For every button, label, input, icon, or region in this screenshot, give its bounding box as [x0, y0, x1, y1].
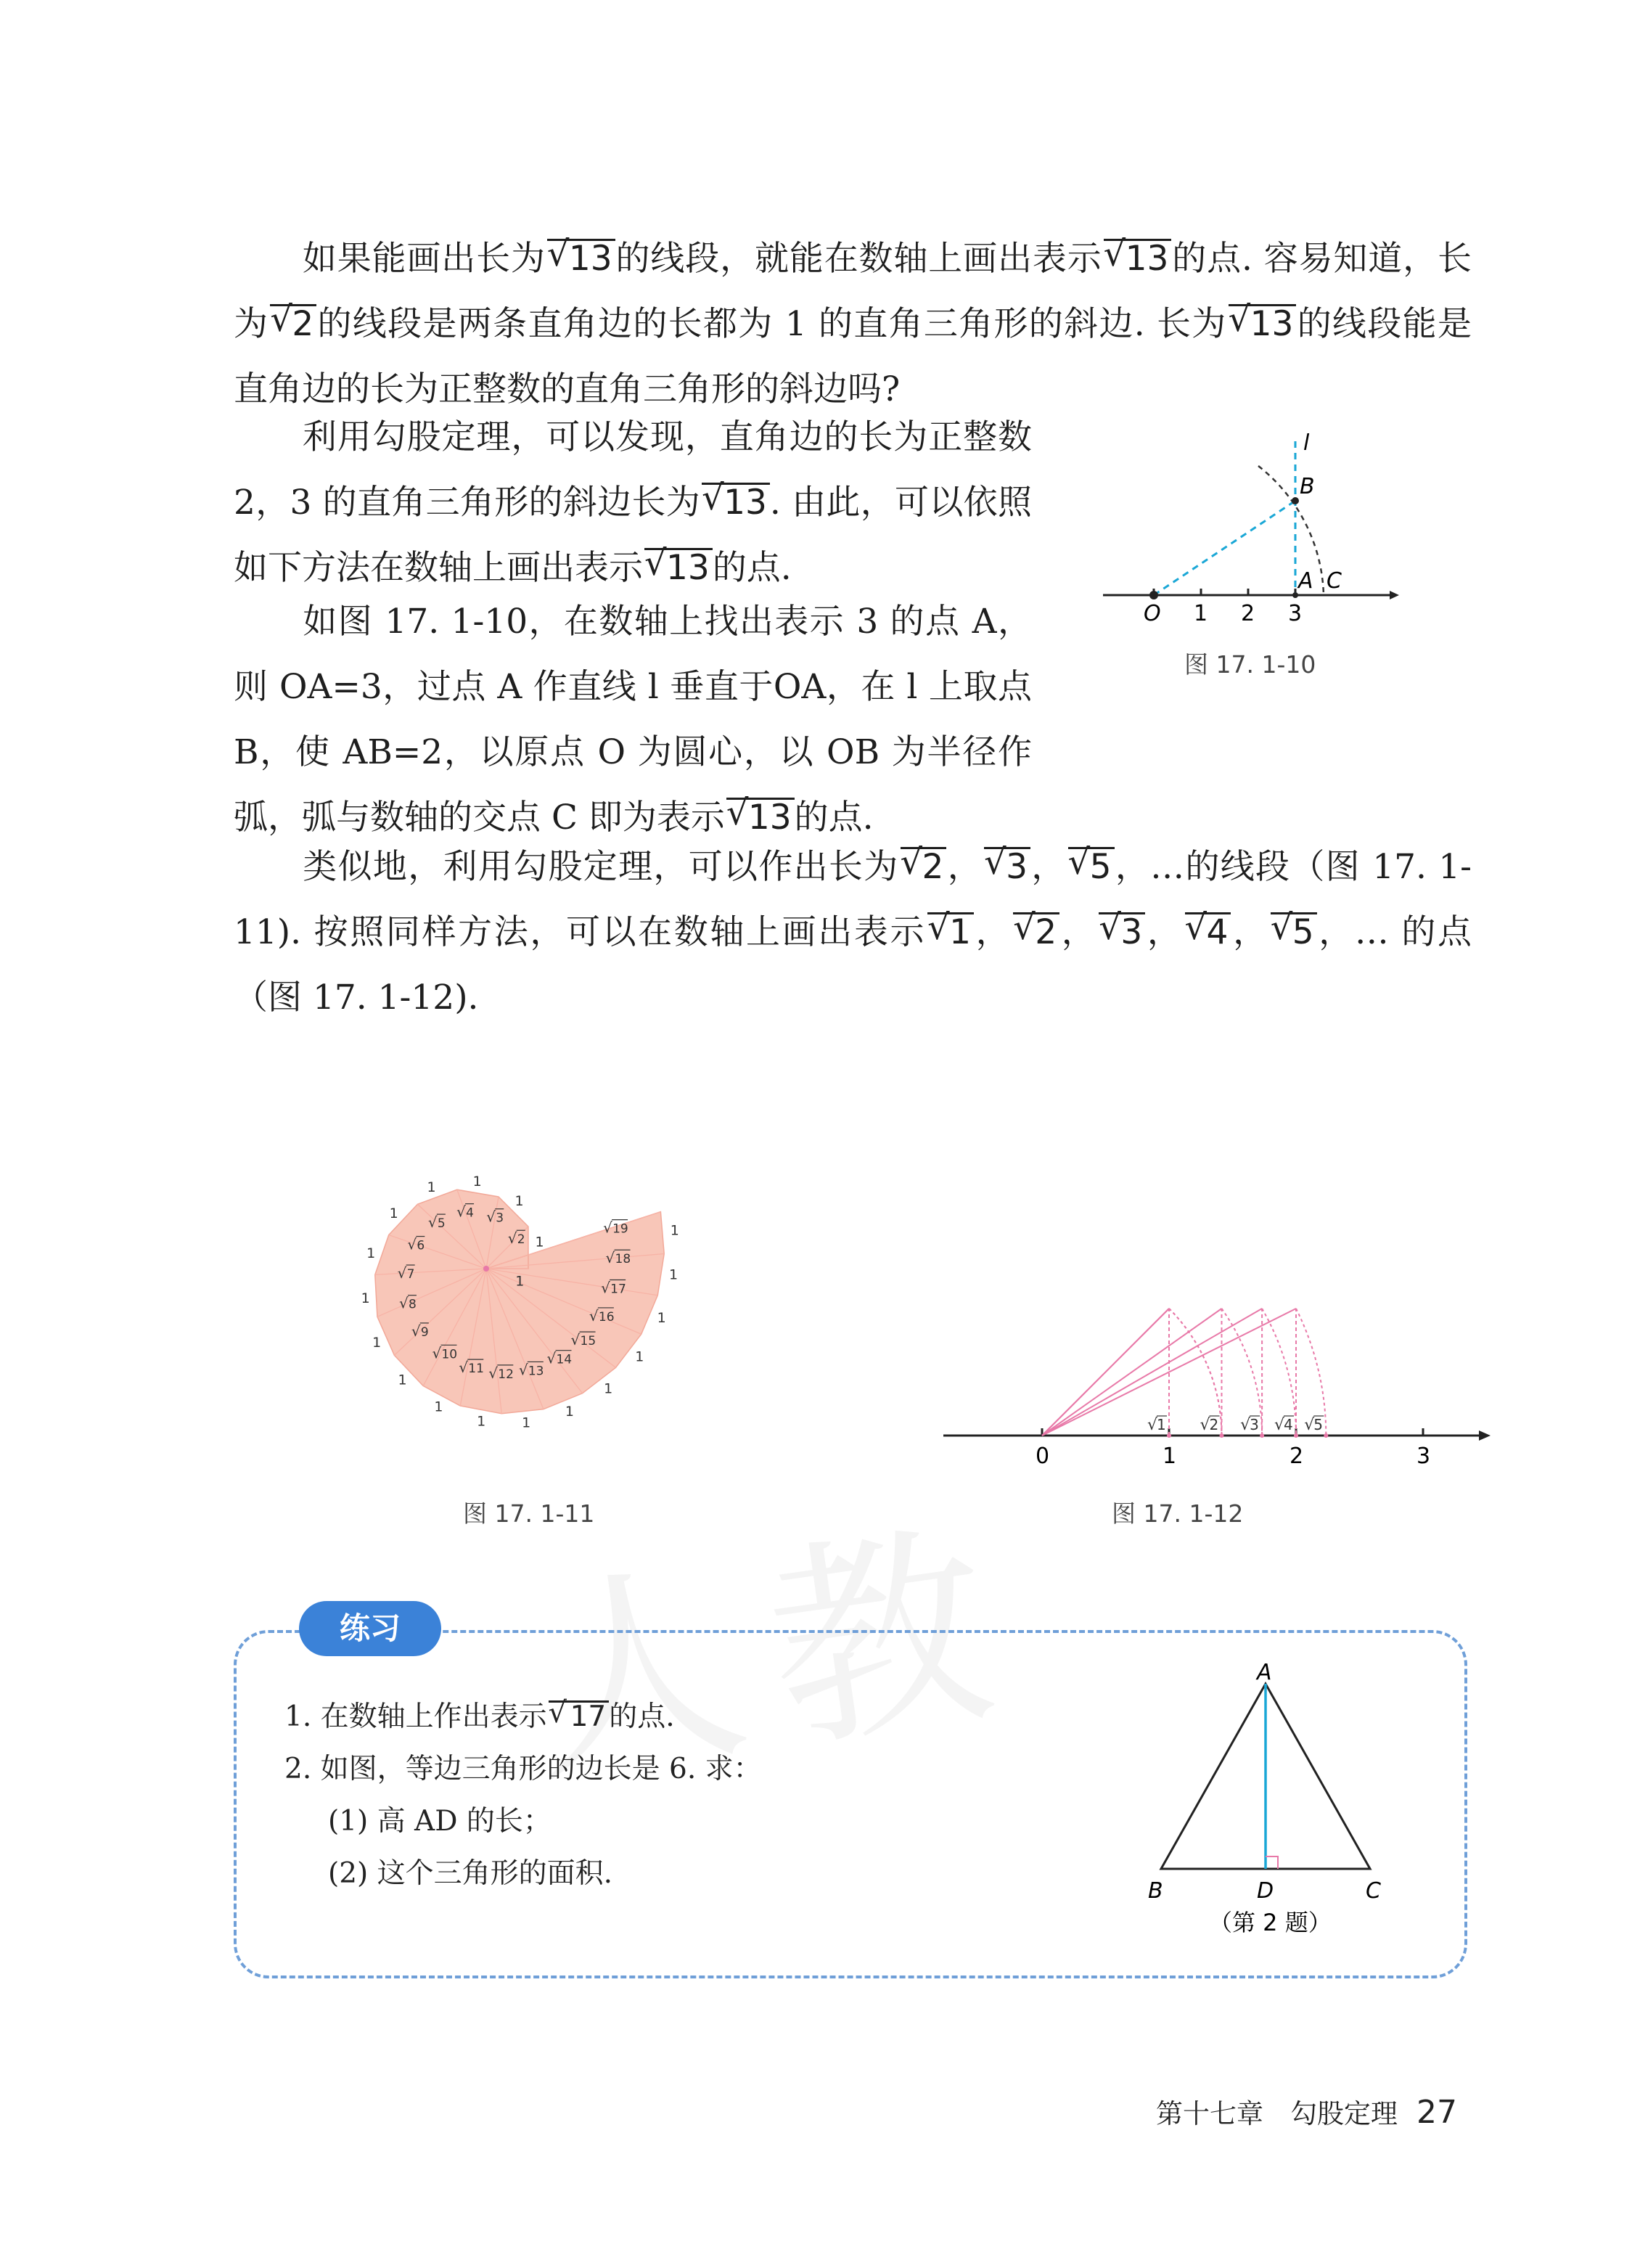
figure-17-1-10: [1088, 428, 1401, 631]
spiral-root-label: [571, 1331, 596, 1348]
svg-text:√: √: [546, 1349, 557, 1367]
spiral-root-label: [508, 1229, 525, 1247]
spiral-root-label: [546, 1350, 572, 1367]
spiral-root-label: [601, 1279, 626, 1296]
svg-text:√: √: [432, 1344, 442, 1362]
svg-text:√: √: [570, 1331, 581, 1349]
spiral-root-label: [606, 1249, 631, 1266]
svg-text:3: 3: [1250, 1416, 1259, 1433]
tick-label-2: 2: [1241, 601, 1255, 626]
svg-text:13: 13: [528, 1364, 544, 1379]
page-footer: [1156, 2092, 1457, 2131]
tick-label-3: 3: [1288, 601, 1303, 626]
root-point-label: [1304, 1416, 1324, 1434]
tick-label: 0: [1036, 1444, 1050, 1469]
svg-text:9: 9: [420, 1325, 429, 1340]
exercise-q2: 2. 如图，等边三角形的边长是 6. 求：: [284, 1753, 762, 1785]
svg-text:1: 1: [1157, 1416, 1166, 1433]
caption-fig-17-1-10: 图 17. 1-10: [1184, 650, 1316, 679]
svg-text:√: √: [411, 1322, 421, 1340]
svg-text:19: 19: [612, 1221, 628, 1237]
svg-text:5: 5: [437, 1216, 446, 1232]
spiral-root-label: [407, 1236, 425, 1253]
spiral-unit-label: 1: [398, 1372, 407, 1388]
svg-text:√: √: [1304, 1416, 1315, 1434]
sqrt-13: √ 13: [726, 798, 795, 835]
svg-text:√: √: [397, 1264, 407, 1282]
right-angle-mark: [1266, 1856, 1278, 1869]
spiral-unit-label: 1: [389, 1205, 398, 1222]
spiral-unit-label: 1: [434, 1399, 443, 1415]
label-D: D: [1257, 1878, 1274, 1904]
spiral-root-label: [411, 1322, 429, 1340]
svg-text:10: 10: [441, 1347, 458, 1362]
spiral-root-label: [399, 1295, 417, 1312]
label-l: l: [1303, 430, 1310, 456]
spiral-root-label: [428, 1213, 446, 1231]
root-point-label: [1274, 1416, 1294, 1434]
svg-text:4: 4: [466, 1205, 474, 1221]
root-point: [1324, 1433, 1328, 1438]
svg-text:√: √: [603, 1219, 612, 1237]
spiral-unit-label: 1: [522, 1415, 531, 1431]
axis-arrow-icon: [1390, 591, 1399, 599]
svg-text:√: √: [589, 1306, 599, 1325]
svg-text:12: 12: [498, 1367, 514, 1382]
svg-text:14: 14: [556, 1352, 573, 1367]
chapter-title: 第十七章 勾股定理: [1156, 2098, 1398, 2129]
svg-text:√: √: [518, 1361, 528, 1379]
caption-fig-17-1-11: 图 17. 1-11: [463, 1499, 595, 1528]
figure-caption: （第 2 题）: [1209, 1909, 1332, 1936]
label-C: C: [1366, 1878, 1381, 1904]
figure-17-1-12: [936, 1285, 1495, 1473]
figure-equilateral-triangle: [1132, 1662, 1393, 1938]
paragraph-3: 如图 17. 1-10，在数轴上找出表示 3 的点 A，则 OA=3，过点 A 作直线 l 垂直于OA，在 l 上取点 B，使 AB=2，以原点 O 为圆心，以 OB 为半径作弧，弧与数轴的交点 C 即为表示√ 13的点.: [234, 589, 1032, 851]
sqrt-13: √ 13: [644, 548, 713, 586]
spiral-unit-label: 1: [657, 1309, 666, 1326]
sqrt-13: √ 13: [702, 483, 770, 520]
svg-text:3: 3: [496, 1211, 504, 1226]
spiral-unit-label: 1: [668, 1266, 678, 1283]
svg-text:17: 17: [610, 1282, 626, 1297]
svg-text:16: 16: [598, 1309, 615, 1325]
spiral-root-label: [398, 1264, 415, 1282]
label-B: B: [1300, 474, 1315, 499]
svg-text:6: 6: [417, 1238, 425, 1253]
spiral-unit-label: 1: [515, 1273, 525, 1290]
spiral-unit-label: 1: [472, 1173, 482, 1190]
spiral-root-label: [456, 1203, 474, 1221]
tick-label: 3: [1416, 1444, 1431, 1469]
exercise-q2-part2: (2) 这个三角形的面积.: [328, 1857, 613, 1890]
svg-text:√: √: [486, 1208, 496, 1226]
tick-label-1: 1: [1194, 601, 1208, 626]
sqrt-17: √ 17: [549, 1700, 610, 1732]
spiral-root-label: [486, 1208, 504, 1226]
exercise-q2-part1: (1) 高 AD 的长；: [328, 1805, 552, 1838]
svg-text:√: √: [1274, 1416, 1285, 1434]
svg-text:√: √: [456, 1203, 466, 1221]
caption-fig-17-1-12: 图 17. 1-12: [1112, 1499, 1244, 1528]
spiral-unit-label: 1: [361, 1290, 370, 1307]
svg-text:√: √: [398, 1294, 409, 1312]
spiral-root-label: [603, 1219, 628, 1237]
spiral-root-label: [589, 1307, 615, 1325]
svg-text:√: √: [459, 1359, 469, 1377]
label-O: O: [1144, 601, 1161, 626]
label-C: C: [1327, 568, 1342, 594]
page-number: 27: [1416, 2094, 1457, 2131]
root-point-label: [1200, 1416, 1219, 1434]
point-B: [1292, 497, 1299, 504]
sqrt-2: √ 2: [270, 304, 316, 342]
svg-text:7: 7: [406, 1267, 415, 1282]
spiral-root-label: [488, 1364, 514, 1382]
spiral-unit-label: 1: [565, 1403, 575, 1420]
spiral-root-label: [432, 1344, 457, 1362]
spiral-unit-label: 1: [477, 1413, 486, 1430]
svg-text:√: √: [601, 1279, 610, 1297]
svg-text:11: 11: [468, 1362, 484, 1377]
svg-text:√: √: [1240, 1416, 1251, 1434]
paragraph-1: 如果能画出长为√ 13的线段，就能在数轴上画出表示√ 13的点. 容易知道，长为√ 2的线段是两条直角边的长都为 1 的直角三角形的斜边. 长为√ 13的线段能是直角边的长为正整数的直角三角形的斜边吗?: [234, 226, 1472, 422]
segment-OB: [1154, 501, 1295, 595]
spiral-unit-label: 1: [535, 1234, 544, 1250]
point-A: [1292, 592, 1298, 598]
spiral-unit-label: 1: [604, 1380, 613, 1397]
svg-text:√: √: [605, 1249, 615, 1267]
paragraph-2: 利用勾股定理，可以发现，直角边的长为正整数 2，3 的直角三角形的斜边长为√ 13. 由此，可以依照如下方法在数轴上画出表示√ 13的点.: [234, 405, 1032, 601]
root-point-label: [1147, 1416, 1167, 1434]
label-B: B: [1148, 1878, 1163, 1904]
spiral-root-label: [519, 1361, 544, 1378]
paragraph-4: 类似地，利用勾股定理，可以作出长为√ 2，√ 3，√ 5，…的线段（图 17. 1-11). 按照同样方法，可以在数轴上画出表示√ 1，√ 2，√ 3，√ 4，√ 5，… 的点（图 17. 1-12).: [234, 835, 1472, 1031]
exercise-q1: 1. 在数轴上作出表示√ 17 的点.: [284, 1697, 675, 1737]
svg-text:√: √: [407, 1235, 417, 1253]
svg-text:2: 2: [1209, 1416, 1219, 1433]
spiral-root-label: [459, 1359, 484, 1376]
svg-text:√: √: [507, 1229, 517, 1248]
svg-text:4: 4: [1284, 1416, 1293, 1433]
hypotenuse: [1042, 1309, 1221, 1436]
sqrt-13: √ 13: [1229, 304, 1297, 342]
point-O: [1149, 591, 1158, 599]
svg-text:15: 15: [580, 1334, 596, 1349]
svg-text:8: 8: [408, 1297, 417, 1312]
sqrt-13: √ 13: [1104, 239, 1172, 277]
exercise-badge: 练习: [299, 1601, 441, 1656]
label-A: A: [1257, 1660, 1272, 1685]
spiral-unit-label: 1: [670, 1222, 679, 1239]
spiral-unit-label: 1: [427, 1179, 436, 1195]
figure-17-1-11: [218, 1074, 740, 1481]
svg-text:√: √: [1200, 1416, 1210, 1434]
svg-text:2: 2: [517, 1232, 525, 1248]
svg-text:18: 18: [615, 1252, 631, 1267]
root-point-label: [1240, 1416, 1260, 1434]
spiral-unit-label: 1: [366, 1245, 376, 1261]
spiral-center: [483, 1266, 489, 1272]
svg-text:√: √: [488, 1364, 499, 1382]
svg-text:5: 5: [1313, 1416, 1324, 1433]
spiral-unit-label: 1: [514, 1192, 524, 1209]
svg-text:√: √: [427, 1213, 438, 1232]
sqrt-13: √ 13: [547, 239, 615, 277]
axis-arrow-icon: [1479, 1430, 1491, 1441]
tick-label: 2: [1290, 1444, 1304, 1469]
spiral-unit-label: 1: [635, 1348, 644, 1365]
svg-text:√: √: [1147, 1416, 1158, 1434]
label-A: A: [1298, 568, 1313, 594]
spiral-unit-label: 1: [372, 1334, 382, 1351]
tick-label: 1: [1163, 1444, 1177, 1469]
